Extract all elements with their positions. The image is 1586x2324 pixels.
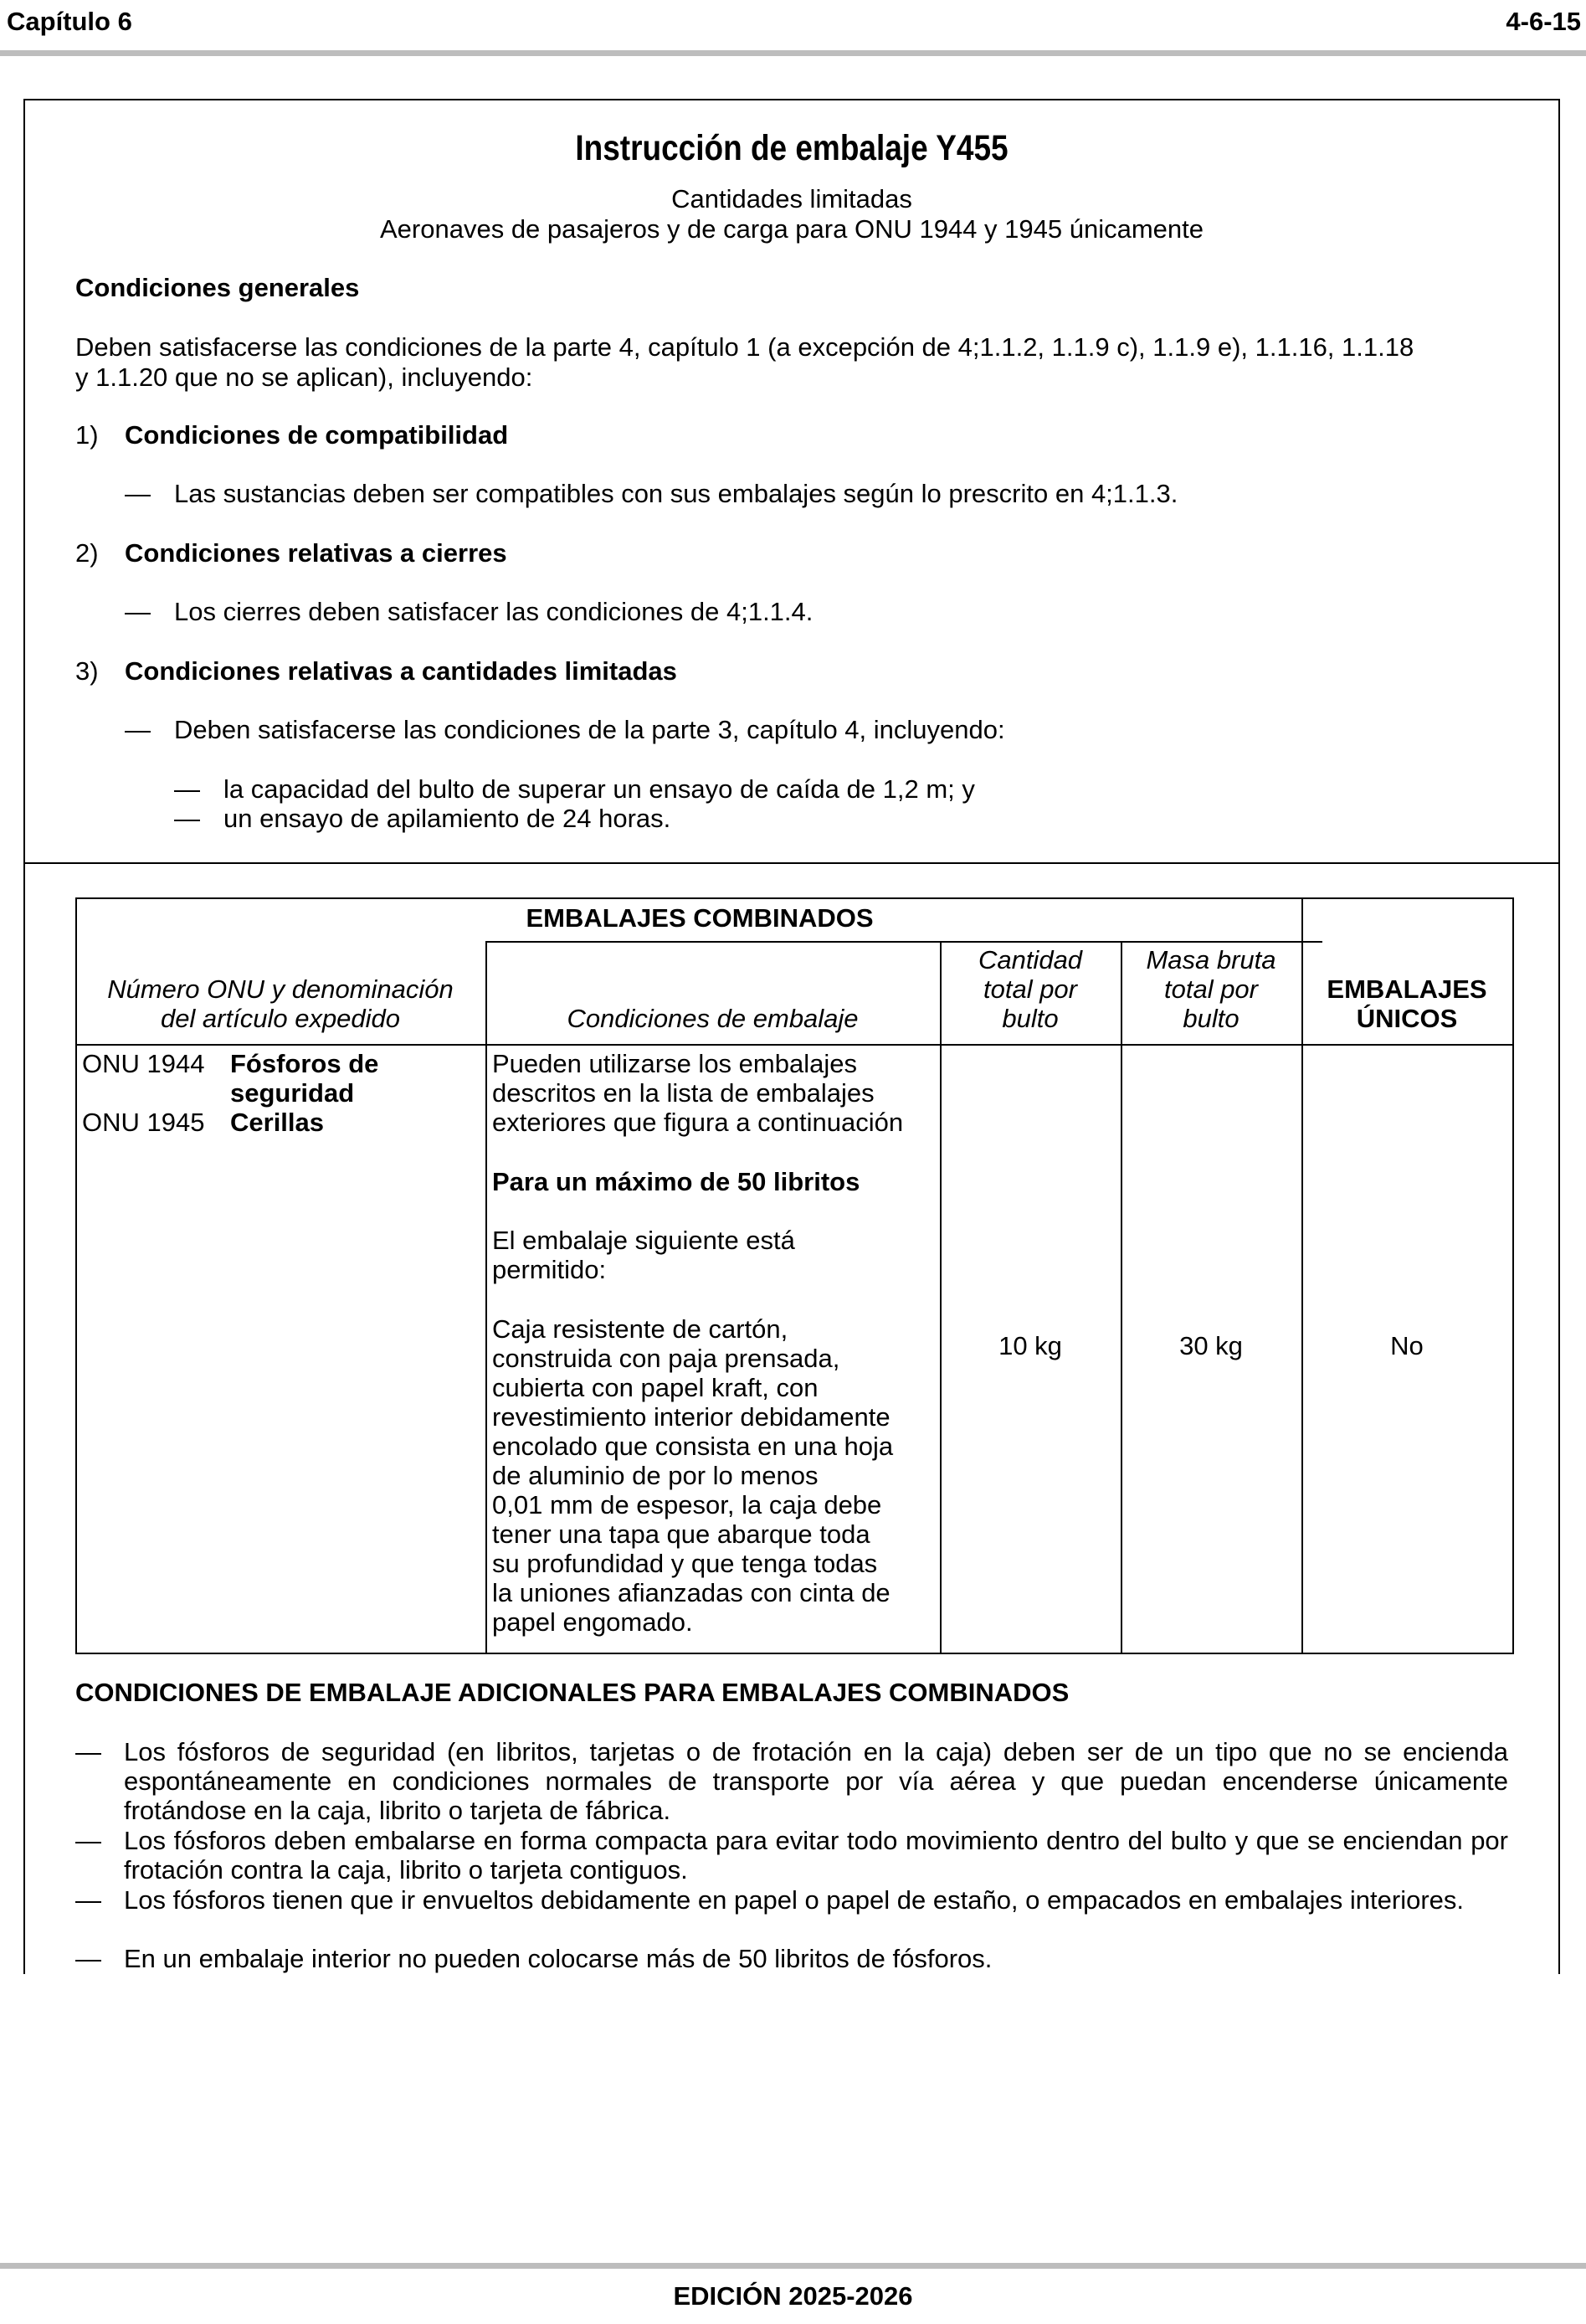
un-number-1944: ONU 1944	[82, 1049, 205, 1078]
additional-condition-item	[75, 1826, 1508, 1884]
closures-heading: Condiciones relativas a cierres	[125, 538, 507, 568]
dash: —	[174, 774, 200, 804]
limited-quantities-text: Deben satisfacerse las condiciones de la parte 3, capítulo 4, incluyendo:	[174, 715, 1005, 744]
condition-number-3: 3)	[75, 656, 99, 686]
dash: —	[75, 1885, 101, 1915]
safety-matches-name-1: Fósforos de	[230, 1049, 379, 1078]
instruction-title: Instrucción de embalaje Y455	[575, 128, 1009, 168]
box-description-line: revestimiento interior debidamente	[492, 1402, 891, 1432]
table-rule-col-1	[485, 941, 487, 1654]
packing-conditions-header: Condiciones de embalaje	[567, 1004, 859, 1033]
instruction-subtitle-1: Cantidades limitadas	[671, 184, 912, 213]
general-conditions-text-2: y 1.1.20 que no se aplican), incluyendo:	[75, 362, 533, 392]
single-packagings-header-1: EMBALAJES	[1327, 974, 1487, 1004]
gross-mass-header-2: total por	[1163, 974, 1258, 1004]
closures-text: Los cierres deben satisfacer las condiciones de 4;1.1.4.	[174, 597, 814, 626]
compatibility-heading: Condiciones de compatibilidad	[125, 420, 509, 450]
box-description-line: encolado que consista en una hoja	[492, 1432, 894, 1461]
general-conditions-text-1: Deben satisfacerse las condiciones de la parte 4, capítulo 1 (a excepción de 4;1.1.2, 1.1.9 c), 1.1.9 e), 1.1.16, 1.1.18	[75, 332, 1414, 362]
drop-test-text: la capacidad del bulto de superar un ensayo de caída de 1,2 m; y	[223, 774, 975, 804]
additional-condition-item	[75, 1737, 1508, 1825]
gross-mass-header-1: Masa bruta	[1146, 945, 1276, 974]
dash: —	[75, 1737, 101, 1766]
total-quantity-header-3: bulto	[1002, 1004, 1059, 1033]
dash: —	[75, 1826, 101, 1855]
condition-intro-3: exteriores que figura a continuación	[492, 1108, 904, 1137]
general-conditions-heading: Condiciones generales	[75, 273, 360, 302]
stacking-test-text: un ensayo de apilamiento de 24 horas.	[223, 804, 671, 833]
table-border-bottom	[75, 1653, 1514, 1654]
table-rule-header	[75, 1044, 1514, 1046]
box-description-line: papel engomado.	[492, 1607, 693, 1637]
total-quantity-header-2: total por	[983, 974, 1077, 1004]
condition-number-2: 2)	[75, 538, 99, 568]
table-rule-col-2	[940, 941, 942, 1654]
box-description-line: su profundidad y que tenga todas	[492, 1549, 878, 1578]
packing-instruction-frame	[23, 99, 1560, 1974]
un-number-1945: ONU 1945	[82, 1108, 205, 1137]
single-packagings-value: No	[1390, 1331, 1424, 1360]
table-border-top	[75, 897, 1514, 899]
condition-intro-2: descritos en la lista de embalajes	[492, 1078, 875, 1108]
dash: —	[75, 1944, 101, 1973]
box-description-line: tener una tapa que abarque toda	[492, 1519, 870, 1549]
max-booklets-condition: Para un máximo de 50 libritos	[492, 1167, 860, 1196]
additional-condition-item	[75, 1885, 1508, 1915]
compatibility-text: Las sustancias deben ser compatibles con sus embalajes según lo prescrito en 4;1.1.3.	[174, 479, 1178, 508]
dash: —	[125, 479, 151, 508]
dash: —	[174, 804, 200, 833]
additional-conditions-heading: CONDICIONES DE EMBALAJE ADICIONALES PARA EMBALAJES COMBINADOS	[75, 1678, 1070, 1707]
box-description-line: 0,01 mm de espesor, la caja debe	[492, 1490, 882, 1519]
total-quantity-value: 10 kg	[998, 1331, 1062, 1360]
box-description-line: la uniones afianzadas con cinta de	[492, 1578, 891, 1607]
packaging-table	[75, 897, 1514, 1654]
condition-intro-1: Pueden utilizarse los embalajes	[492, 1049, 857, 1078]
box-description-line: construida con paja prensada,	[492, 1344, 840, 1373]
box-description-line: cubierta con papel kraft, con	[492, 1373, 819, 1402]
additional-condition-text: En un embalaje interior no pueden colocarse más de 50 libritos de fósforos.	[124, 1944, 993, 1973]
additional-condition-item	[75, 1944, 1508, 1973]
dash: —	[125, 597, 151, 626]
edition-footer: EDICIÓN 2025-2026	[673, 2281, 913, 2311]
wax-matches-name: Cerillas	[230, 1108, 325, 1137]
box-description-line: Caja resistente de cartón,	[492, 1314, 788, 1344]
permitted-text-2: permitido:	[492, 1255, 607, 1284]
header-rule	[0, 50, 1586, 56]
gross-mass-value: 30 kg	[1179, 1331, 1243, 1360]
total-quantity-header-1: Cantidad	[978, 945, 1083, 974]
instruction-subtitle-2: Aeronaves de pasajeros y de carga para ONU 1944 y 1945 únicamente	[380, 214, 1204, 244]
table-rule-group	[485, 941, 1322, 943]
additional-condition-text: Los fósforos tienen que ir envueltos debidamente en papel o papel de estaño, o empacados en embalajes interiores.	[124, 1885, 1465, 1915]
table-border-right	[1512, 897, 1514, 1654]
gross-mass-header-3: bulto	[1183, 1004, 1240, 1033]
table-rule-col-3	[1121, 941, 1122, 1654]
chapter-label: Capítulo 6	[7, 7, 132, 36]
safety-matches-name-2: seguridad	[230, 1078, 355, 1108]
page-number: 4-6-15	[1506, 7, 1581, 36]
additional-condition-text: Los fósforos deben embalarse en forma compacta para evitar todo movimiento dentro del bulto y que se enciendan por frotación contra la caja, librito o tarjeta contiguos.	[124, 1826, 1508, 1884]
box-description-line: de aluminio de por lo menos	[492, 1461, 819, 1490]
dash: —	[125, 715, 151, 744]
additional-condition-text: Los fósforos de seguridad (en libritos, tarjetas o de frotación en la caja) deben ser de un tipo que no se encienda espontáneamente en condiciones normales de transporte por vía aérea y que puedan encenderse únicamente frotándose en la caja, librito o tarjeta de fábrica.	[124, 1737, 1508, 1825]
un-number-header-1: Número ONU y denominación	[107, 974, 454, 1004]
single-packagings-header-2: ÚNICOS	[1356, 1004, 1458, 1033]
condition-number-1: 1)	[75, 420, 99, 450]
section-divider	[25, 862, 1558, 864]
footer-rule	[0, 2263, 1586, 2269]
page-header	[7, 7, 1581, 40]
combined-packagings-header: EMBALAJES COMBINADOS	[526, 903, 874, 933]
permitted-text-1: El embalaje siguiente está	[492, 1226, 795, 1255]
limited-quantities-heading: Condiciones relativas a cantidades limitadas	[125, 656, 677, 686]
un-number-header-2: del artículo expedido	[160, 1004, 401, 1033]
